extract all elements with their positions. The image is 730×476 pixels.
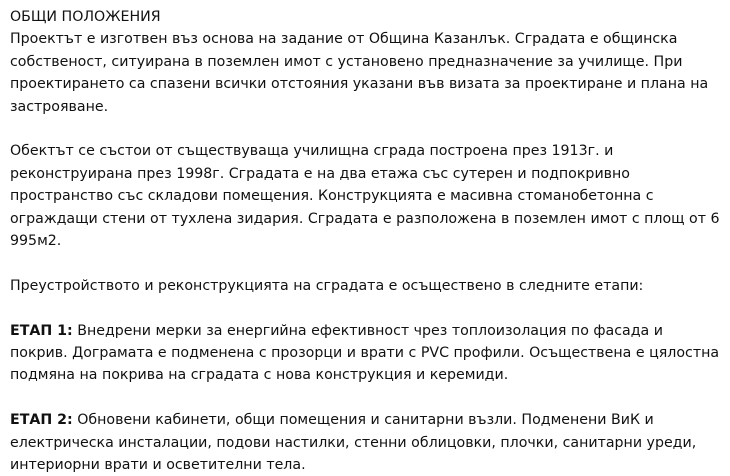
paragraph-building-description: Обектът се състои от съществуваща училищна сграда построена през 1913г. и реконструирана през 1998г. Сградата е на два етажа със сутерен и подпокривно пространство със складови помещения. Конструкцията е масивна стоманобетонна с ограждащи стени от тухлена зидария. Сградата е разположена в поземлен имот с площ от 6 995м2. <box>10 143 720 250</box>
paragraph-gap <box>10 297 724 319</box>
paragraph-gap <box>10 118 724 140</box>
stage-2-paragraph <box>10 409 724 476</box>
stage-1-text: Внедрени мерки за енергийна ефективност чрез топлоизолация по фасада и покрив. Дограмата е подменена с прозорци и врати с PVC профили. Осъществена е цялостна подмяна на покрива на сградата с нова конструкция и керемиди. <box>10 322 720 384</box>
stage-2-label: ЕТАП 2: <box>10 412 73 429</box>
stage-2-text: Обновени кабинети, общи помещения и санитарни възли. Подменени ВиК и електрическа инсталации, подови настилки, стенни облицовки, плочки, санитарни уреди, интериорни врати и осветителни тела. <box>10 412 697 474</box>
document-body <box>10 6 724 476</box>
paragraph-stages-intro: Преустройството и реконструкцията на сградата е осъществено в следните етапи: <box>10 277 644 294</box>
paragraph-gap <box>10 387 724 409</box>
stage-1-paragraph <box>10 320 724 387</box>
section-heading: ОБЩИ ПОЛОЖЕНИЯ <box>10 9 161 25</box>
paragraph-gap <box>10 252 724 274</box>
stage-1-label: ЕТАП 1: <box>10 322 73 339</box>
paragraph-project-basis: Проектът е изготвен въз основа на задание от Община Казанлък. Сградата е общинска собственост, ситуирана в поземлен имот с установено предназначение за училище. При проектирането са спазени всички отстояния указани във визата за проектиране и плана на застрояване. <box>10 31 709 115</box>
